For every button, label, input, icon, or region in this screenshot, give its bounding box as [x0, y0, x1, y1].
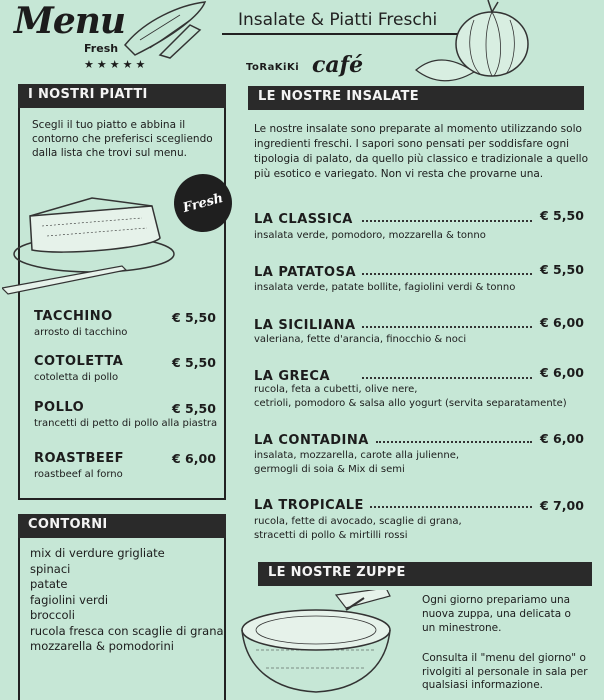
contorno-item: fagiolini verdi — [30, 592, 109, 607]
insalata-name: LA TROPICALE — [254, 498, 364, 513]
insalata-price: € 5,50 — [540, 208, 584, 223]
logo-fresh: Fresh — [84, 42, 119, 55]
price-leader — [362, 220, 532, 222]
insalata-desc: rucola, feta a cubetti, olive nere, — [254, 384, 418, 395]
contorni-list — [30, 546, 224, 655]
piatti-intro: Scegli il tuo piatto e abbina il contorno che preferisci scegliendo dalla lista che trovi sul menu. — [32, 119, 213, 159]
insalata-desc: cetrioli, pomodoro & salsa allo yogurt (servita separatamente) — [254, 398, 567, 409]
price-leader — [370, 506, 532, 508]
contorni-heading: CONTORNI — [18, 514, 226, 538]
piatto-price: € 5,50 — [172, 310, 216, 325]
cheese-cake-illustration-icon — [2, 176, 182, 296]
fresh-badge: Fresh — [167, 167, 238, 238]
contorno-item: rucola fresca con scaglie di grana — [30, 623, 224, 638]
contorno-item: patate — [30, 577, 68, 591]
insalata-desc: insalata verde, patate bollite, fagiolini verdi & tonno — [254, 282, 516, 293]
price-leader — [362, 377, 532, 379]
insalata-name: LA CONTADINA — [254, 433, 369, 448]
contorno-item: mix di verdure grigliate — [30, 546, 165, 560]
piatto-price: € 6,00 — [172, 451, 216, 466]
onion-illustration-icon — [414, 0, 534, 86]
piatto-name: POLLO — [34, 400, 85, 415]
insalata-price: € 6,00 — [540, 365, 584, 380]
menu-subtitle: Insalate & Piatti Freschi — [238, 10, 438, 30]
soup-bowl-illustration-icon — [236, 590, 396, 700]
piatto-name: TACCHINO — [34, 309, 113, 324]
insalata-desc: insalata verde, pomodoro, mozzarella & tonno — [254, 230, 486, 241]
insalata-price: € 7,00 — [540, 498, 584, 513]
piatti-heading: I NOSTRI PIATTI — [18, 84, 226, 108]
insalata-price: € 5,50 — [540, 262, 584, 277]
piatto-desc: arrosto di tacchino — [34, 327, 128, 338]
insalata-name: LA SICILIANA — [254, 318, 356, 333]
insalata-desc: stracetti di pollo & mirtilli rossi — [254, 530, 408, 541]
brand-cafe: café — [312, 52, 364, 78]
zuppe-text-2: Consulta il "menu del giorno" o rivolgiti al personale in sala per qualsiasi informazione. — [422, 652, 588, 691]
piatto-price: € 5,50 — [172, 401, 216, 416]
contorno-item: broccoli — [30, 608, 75, 622]
insalata-desc: rucola, fette di avocado, scaglie di grana, — [254, 516, 462, 527]
piatto-name: COTOLETTA — [34, 354, 124, 369]
vegetable-illustration-icon — [120, 0, 210, 60]
price-leader — [362, 326, 532, 328]
insalata-desc: germogli di soia & Mix di semi — [254, 464, 405, 475]
brand-torakiki: ToRaKiKi — [246, 62, 300, 73]
insalata-name: LA GRECA — [254, 369, 331, 384]
insalata-desc: insalata, mozzarella, carote alla julienne, — [254, 450, 460, 461]
insalata-desc: valeriana, fette d'arancia, finocchio & noci — [254, 334, 467, 345]
piatto-name: ROASTBEEF — [34, 451, 125, 466]
price-leader — [362, 273, 532, 275]
piatto-desc: cotoletta di pollo — [34, 372, 119, 383]
contorno-item: mozzarella & pomodorini — [30, 639, 174, 653]
zuppe-heading: LE NOSTRE ZUPPE — [258, 562, 592, 586]
insalata-price: € 6,00 — [540, 431, 584, 446]
contorno-item: spinaci — [30, 561, 71, 576]
insalata-price: € 6,00 — [540, 315, 584, 330]
piatto-desc: trancetti di petto di pollo alla piastra — [34, 418, 218, 429]
insalata-name: LA CLASSICA — [254, 212, 353, 227]
logo-menu: Menu — [14, 0, 126, 42]
insalate-intro: Le nostre insalate sono preparate al momento utilizzando solo ingredienti freschi. I sapori sono pensati per soddisfare ogni tipologia di palato, da quello più classico e tradizionale a quello più esotico e variegato. Non vi resta che provarne una. — [254, 123, 589, 180]
logo-stars: ★★★★★ — [84, 58, 149, 71]
price-leader — [376, 441, 532, 443]
insalata-name: LA PATATOSA — [254, 265, 357, 280]
insalate-heading: LE NOSTRE INSALATE — [248, 86, 584, 110]
piatto-price: € 5,50 — [172, 355, 216, 370]
piatto-desc: roastbeef al forno — [34, 469, 123, 480]
zuppe-text-1: Ogni giorno prepariamo una nuova zuppa, una delicata o un minestrone. — [422, 594, 571, 634]
